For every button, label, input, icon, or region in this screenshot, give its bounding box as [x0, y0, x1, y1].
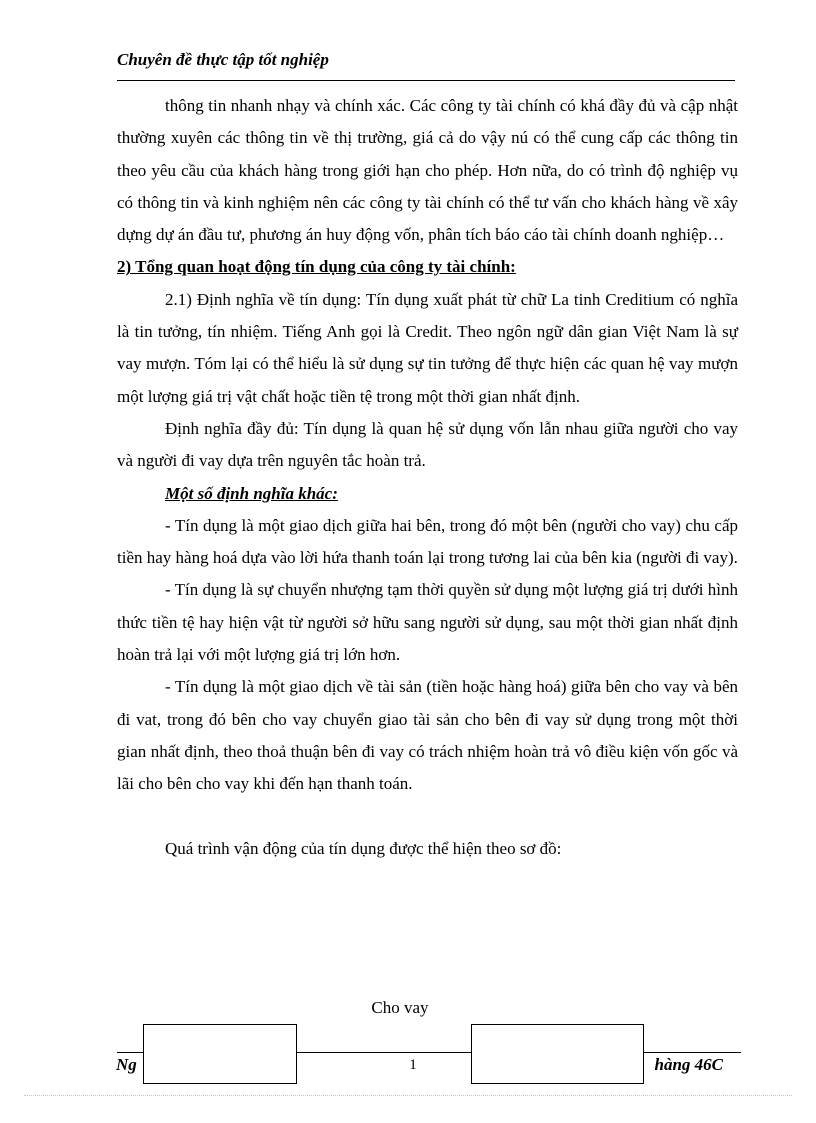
page-bottom-edge	[24, 1095, 792, 1096]
diagram-box-borrower	[471, 1024, 644, 1084]
paragraph-intro: thông tin nhanh nhạy và chính xác. Các công ty tài chính có khá đầy đủ và cập nhật thường xuyên các thông tin về thị trường, giá cả do vậy nú có thể cung cấp các thông tin theo yêu cầu của khách hàng trong giới hạn cho phép. Hơn nữa, do có trình độ nghiệp vụ có thông tin và kinh nghiệm nên các công ty tài chính có thể tư vấn cho khách hàng về xây dựng dự án đầu tư, phương án huy động vốn, phân tích báo cáo tài chính doanh nghiệp…	[117, 96, 738, 245]
section-heading: 2) Tổng quan hoạt động tín dụng của công ty tài chính:	[117, 257, 516, 277]
spacer	[117, 801, 738, 833]
header-divider	[117, 80, 735, 81]
document-body	[117, 90, 738, 865]
paragraph-full-definition: Định nghĩa đầy đủ: Tín dụng là quan hệ sử dụng vốn lẫn nhau giữa người cho vay và người đi vay dựa trên nguyên tắc hoàn trả.	[117, 418, 738, 471]
definition-item-1: - Tín dụng là một giao dịch giữa hai bên, trong đó một bên (người cho vay) chu cấp tiền hay hàng hoá dựa vào lời hứa thanh toán lại trong tương lai của bên kia (người đi vay).	[117, 515, 738, 568]
footer-right-text: hàng 46C	[654, 1055, 723, 1074]
diagram-box-lender	[143, 1024, 297, 1084]
diagram-arrow-label: Cho vay	[371, 998, 429, 1017]
paragraph-diagram-intro: Quá trình vận động của tín dụng được thể hiện theo sơ đồ:	[165, 838, 562, 858]
subheading-other-definitions: Một số định nghĩa khác:	[165, 483, 338, 503]
page-number: 1	[409, 1057, 417, 1073]
paragraph-definition: 2.1) Định nghĩa về tín dụng: Tín dụng xuất phát từ chữ La tinh Creditium có nghĩa là tin tưởng, tín nhiệm. Tiếng Anh gọi là Credit. Theo ngôn ngữ dân gian Việt Nam là sự vay mượn. Tóm lại có thể hiểu là sử dụng sự tin tưởng để thực hiện các quan hệ vay mượn một lượng giá trị vật chất hoặc tiền tệ trong một thời gian nhất định.	[117, 289, 738, 406]
footer-left-text: Ng	[116, 1055, 137, 1074]
definition-item-2: - Tín dụng là sự chuyển nhượng tạm thời quyền sử dụng một lượng giá trị dưới hình thức tiền tệ hay hiện vật từ người sở hữu sang người sử dụng, sau một thời gian nhất định hoàn trả lại với một lượng giá trị lớn hơn.	[117, 580, 738, 665]
definition-item-3: - Tín dụng là một giao dịch về tài sản (tiền hoặc hàng hoá) giữa bên cho vay và bên đi vat, trong đó bên cho vay chuyển giao tài sản cho bên đi vay sử dụng trong một thời gian nhất định, theo thoả thuận bên đi vay có trách nhiệm hoàn trả vô điều kiện vốn gốc và lãi cho bên cho vay khi đến hạn thanh toán.	[117, 677, 738, 794]
page-header-title: Chuyên đề thực tập tốt nghiệp	[117, 50, 329, 69]
